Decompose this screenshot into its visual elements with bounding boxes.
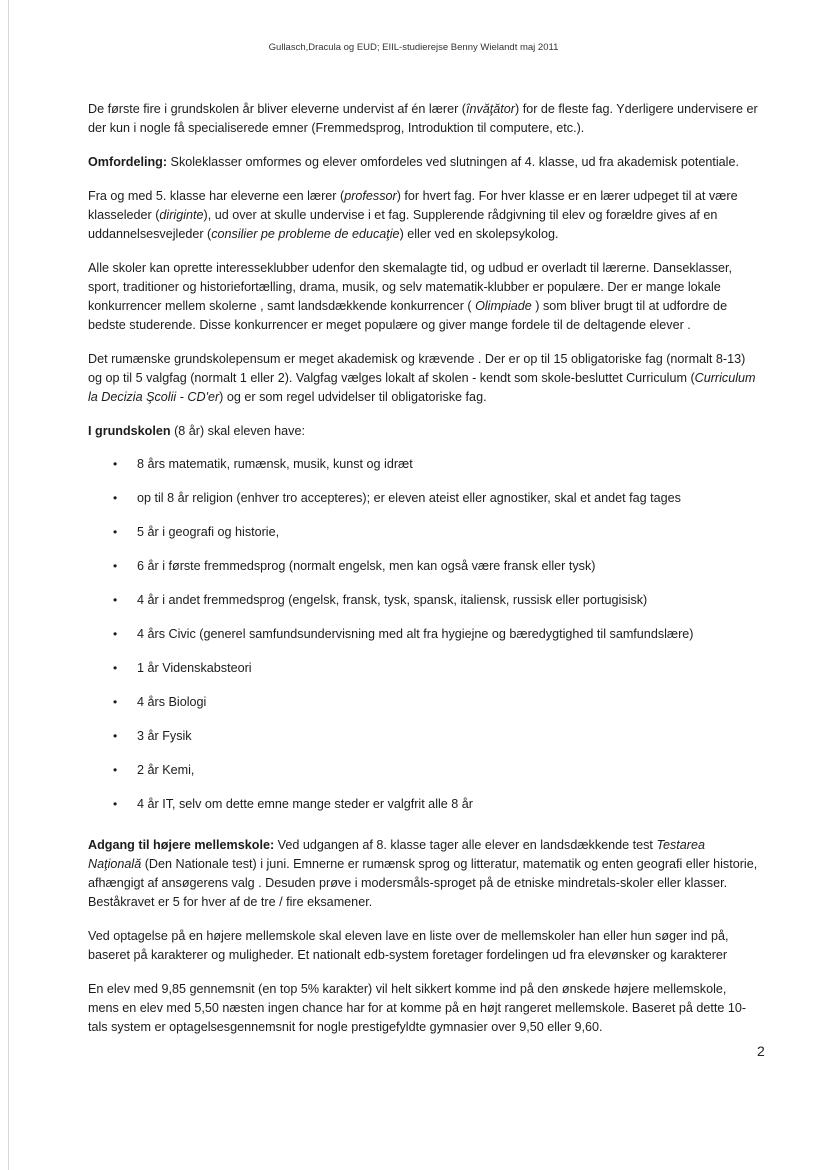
- bullet-icon: •: [113, 729, 118, 743]
- paragraph-grades: En elev med 9,85 gennemsnit (en top 5% karakter) vil helt sikkert komme ind på den ønskede højere mellemskole, mens en elev med 5,50 næsten ingen chance har for at komme på en højt rangeret mellemskole. Baseret på dette 10-tals system er optagelsesgennemsnit for nogle prestigefyldte gymnasier over 9,50 eller 9,60.: [88, 982, 747, 1034]
- bullet-icon: •: [113, 559, 118, 573]
- list-item: • 6 år i første fremmedsprog (normalt engelsk, men kan også være fransk eller tysk): [88, 557, 760, 591]
- paragraph-first-years: De første fire i grundskolen år bliver eleverne undervist af én lærer (învăţător) for de fleste fag. Yderligere undervisere er der kun i nogle få specialiserede emner (Fremmedsprog, Introduktion til computere, etc.).: [88, 102, 758, 135]
- page-left-edge: [8, 0, 9, 1170]
- list-item: • 8 års matematik, rumænsk, musik, kunst og idræt: [88, 455, 760, 489]
- paragraph-application: Ved optagelse på en højere mellemskole skal eleven lave en liste over de mellemskoler han eller hun søger ind på, baseret på karakterer og muligheder. Et nationalt edb-system foretager fordelingen ud fra elevønsker og karakterer: [88, 929, 729, 962]
- subjects-list: [88, 455, 760, 819]
- paragraph-omfordeling: Omfordeling: Skoleklasser omformes og elever omfordeles ved slutningen af 4. klasse, ud fra akademisk potentiale.: [88, 155, 739, 169]
- paragraph-curriculum: Det rumænske grundskolepensum er meget akademisk og krævende . Der er op til 15 obligatoriske fag (normalt 8-13) og op til 5 valgfag (normalt 1 eller 2). Valgfag vælges lokalt af skolen - kendt som skole-besluttet Curriculum (Curriculum la Decizia Şcolii - CD'er) og er som regel udvidelser til obligatoriske fag.: [88, 352, 756, 404]
- document-body: [88, 100, 760, 1052]
- list-item: • 4 år IT, selv om dette emne mange steder er valgfrit alle 8 år: [88, 795, 760, 819]
- list-item: • 2 år Kemi,: [88, 761, 760, 795]
- paragraph-admission: Adgang til højere mellemskole: Ved udgangen af 8. klasse tager alle elever en landsdækkende test Testarea Naţională (Den Nationale test) i juni. Emnerne er rumænsk sprog og litteratur, matematik og enten geografi eller historie, afhængigt af ansøgerens valg . Desuden prøve i modersmåls-sproget på de etniske mindretals-skoler eller klasser. Beståkravet er 5 for hver af de tre / fire eksamener.: [88, 838, 758, 909]
- list-item: • op til 8 år religion (enhver tro accepteres); er eleven ateist eller agnostiker, skal et andet fag tages: [88, 489, 760, 523]
- running-header: Gullasch,Dracula og EUD; EIIL-studierejse Benny Wielandt maj 2011: [268, 42, 559, 53]
- bullet-icon: •: [113, 661, 118, 675]
- list-item: • 3 år Fysik: [88, 727, 760, 761]
- paragraph-fifth-grade: Fra og med 5. klasse har eleverne een lærer (professor) for hvert fag. For hver klasse er en lærer udpeget til at være klasseleder (diriginte), ud over at skulle undervise i et fag. Supplerende rådgivning til elev og forældre gives af en uddannelsesvejleder (consilier pe probleme de educaţie) eller ved en skolepsykolog.: [88, 189, 738, 241]
- bullet-icon: •: [113, 491, 118, 505]
- bullet-icon: •: [113, 695, 118, 709]
- admission-label: Adgang til højere mellemskole:: [88, 838, 275, 852]
- page-number: 2: [757, 1043, 765, 1059]
- list-item: • 4 års Civic (generel samfundsundervisning med alt fra hygiejne og bæredygtighed til samfundslære): [88, 625, 760, 659]
- list-item: • 4 års Biologi: [88, 693, 760, 727]
- paragraph-clubs: Alle skoler kan oprette interesseklubber udenfor den skemalagte tid, og udbud er overladt til lærerne. Danseklasser, sport, traditioner og historiefortælling, drama, musik, og selv matematik-klubber er populære. Der er mange lokale konkurrencer mellem skolerne , samt landsdækkende konkurrencer ( Olimpiade ) som bliver brugt til at udfordre de bedste studerende. Disse konkurrencer er meget populære og giver mange fordele til de deltagende elever .: [88, 261, 733, 332]
- list-item: • 1 år Videnskabsteori: [88, 659, 760, 693]
- bullet-icon: •: [113, 763, 118, 777]
- bullet-icon: •: [113, 797, 118, 811]
- bullet-icon: •: [113, 627, 118, 641]
- list-item: • 4 år i andet fremmedsprog (engelsk, fransk, tysk, spansk, italiensk, russisk eller portugisisk): [88, 591, 760, 625]
- bullet-icon: •: [113, 457, 118, 471]
- grundskolen-label: I grundskolen: [88, 424, 171, 438]
- paragraph-grundskolen-intro: I grundskolen (8 år) skal eleven have:: [88, 424, 305, 438]
- list-item: • 5 år i geografi og historie,: [88, 523, 760, 557]
- omfordeling-label: Omfordeling:: [88, 155, 168, 169]
- bullet-icon: •: [113, 593, 118, 607]
- bullet-icon: •: [113, 525, 118, 539]
